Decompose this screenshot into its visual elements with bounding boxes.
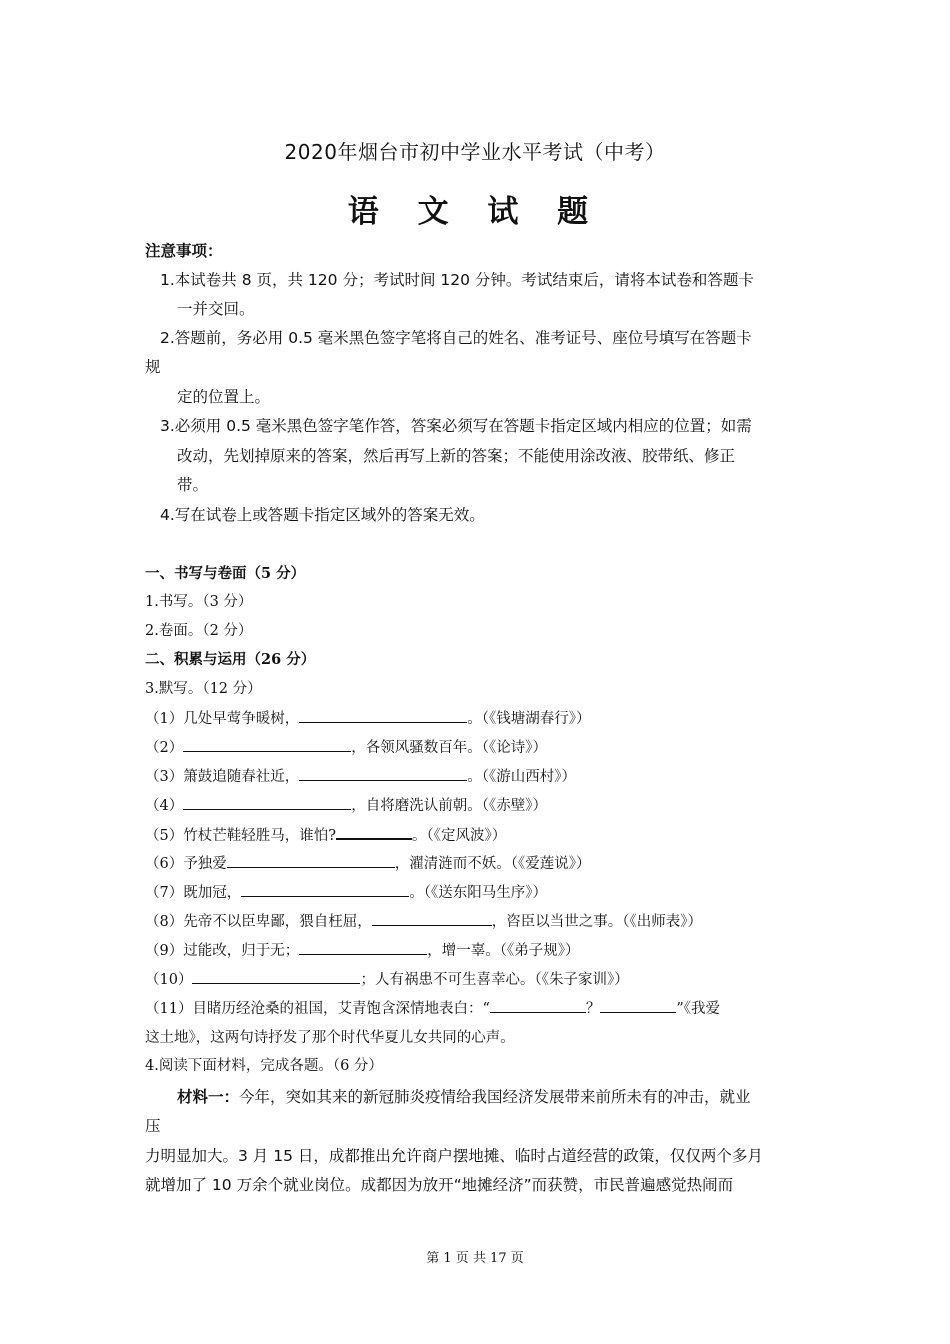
material-1-line-2: 力明显加大。3 月 15 日，成都推出允许商户摆地摊、临时占道经营的政策，仅仅两个多月 bbox=[145, 1147, 763, 1165]
note-1-line-1: 1.本试卷共 8 页，共 120 分；考试时间 120 分钟。考试结束后，请将本试卷和答题卡 bbox=[160, 271, 754, 289]
answer-blank bbox=[372, 910, 492, 926]
answer-blank bbox=[192, 968, 360, 984]
material-1-label: 材料一： bbox=[177, 1088, 240, 1106]
answer-blank bbox=[299, 939, 427, 955]
material-1-line-1: 材料一：今年，突如其来的新冠肺炎疫情给我国经济发展带来前所未有的冲击，就业 bbox=[177, 1088, 751, 1106]
page-footer: 第 1 页 共 17 页 bbox=[426, 1251, 524, 1266]
dictation-item-3: （3）箫鼓追随春社近， 。（《游山西村》） bbox=[145, 765, 576, 788]
dictation-item-10: （10） ；人有祸患不可生喜幸心。（《朱子家训》） bbox=[145, 968, 629, 991]
dictation-item-9: （9）过能改，归于无； ，增一辜。（《弟子规》） bbox=[145, 939, 579, 962]
question-4: 4.阅读下面材料，完成各题。（6 分） bbox=[145, 1058, 383, 1074]
note-1-line-2: 一并交回。 bbox=[177, 300, 255, 318]
question-1: 1.书写。（3 分） bbox=[145, 594, 253, 610]
answer-blank bbox=[227, 852, 395, 868]
note-4: 4.写在试卷上或答题卡指定区域外的答案无效。 bbox=[160, 506, 485, 524]
note-2-line-1: 2.答题前，务必用 0.5 毫米黑色签字笔将自己的姓名、准考证号、座位号填写在答题卡 bbox=[160, 329, 752, 347]
answer-blank bbox=[241, 881, 409, 897]
notes-heading: 注意事项： bbox=[145, 242, 223, 260]
answer-blank bbox=[600, 997, 676, 1013]
question-3: 3.默写。（12 分） bbox=[145, 681, 262, 697]
material-1-line-1b: 压 bbox=[145, 1117, 161, 1135]
dictation-item-4: （4） ，自将磨洗认前朝。（《赤壁》） bbox=[145, 794, 547, 817]
note-2-line-2: 规 bbox=[145, 358, 161, 376]
answer-blank bbox=[336, 823, 412, 840]
dictation-item-11-line-2: 这土地》，这两句诗抒发了那个时代华夏儿女共同的心声。 bbox=[145, 1030, 515, 1046]
note-3-line-2: 改动，先划掉原来的答案，然后再写上新的答案；不能使用涂改液、胶带纸、修正 bbox=[177, 447, 736, 465]
dictation-item-1: （1）几处早莺争暖树， 。（《钱塘湖春行》） bbox=[145, 707, 590, 730]
section-1-heading: 一、书写与卷面（5 分） bbox=[145, 565, 306, 582]
note-3-line-1: 3.必须用 0.5 毫米黑色签字笔作答，答案必须写在答题卡指定区域内相应的位置；如需 bbox=[160, 417, 752, 435]
exam-title: 2020年烟台市初中学业水平考试（中考） bbox=[284, 140, 666, 164]
answer-blank bbox=[183, 736, 351, 752]
dictation-item-11: （11）目睹历经沧桑的祖国，艾青饱含深情地表白：“ ？ ”《我爱 bbox=[145, 997, 720, 1020]
dictation-item-8: （8）先帝不以臣卑鄙，猥自枉屈， ，咨臣以当世之事。（《出师表》） bbox=[145, 910, 702, 933]
note-3-line-3: 带。 bbox=[177, 476, 209, 494]
answer-blank bbox=[299, 707, 467, 723]
answer-blank bbox=[299, 765, 467, 781]
dictation-item-5: （5）竹杖芒鞋轻胜马，谁怕? 。（《定风波》） bbox=[145, 823, 506, 847]
dictation-item-6: （6）予独爱 ，濯清涟而不妖。（《爱莲说》） bbox=[145, 852, 590, 875]
answer-blank bbox=[490, 997, 586, 1013]
subject-title: 语 文 试 题 bbox=[347, 194, 603, 230]
question-2: 2.卷面。（2 分） bbox=[145, 623, 253, 639]
answer-blank bbox=[183, 794, 351, 810]
section-2-heading: 二、积累与运用（26 分） bbox=[145, 651, 316, 668]
dictation-item-2: （2） ，各领风骚数百年。（《论诗》） bbox=[145, 736, 547, 759]
note-2-line-3: 定的位置上。 bbox=[177, 388, 271, 406]
dictation-item-7: （7）既加冠， 。（《送东阳马生序》） bbox=[145, 881, 547, 904]
material-1-line-3: 就增加了 10 万余个就业岗位。成都因为放开“地摊经济”而获赞，市民普遍感觉热闹而 bbox=[145, 1176, 734, 1194]
